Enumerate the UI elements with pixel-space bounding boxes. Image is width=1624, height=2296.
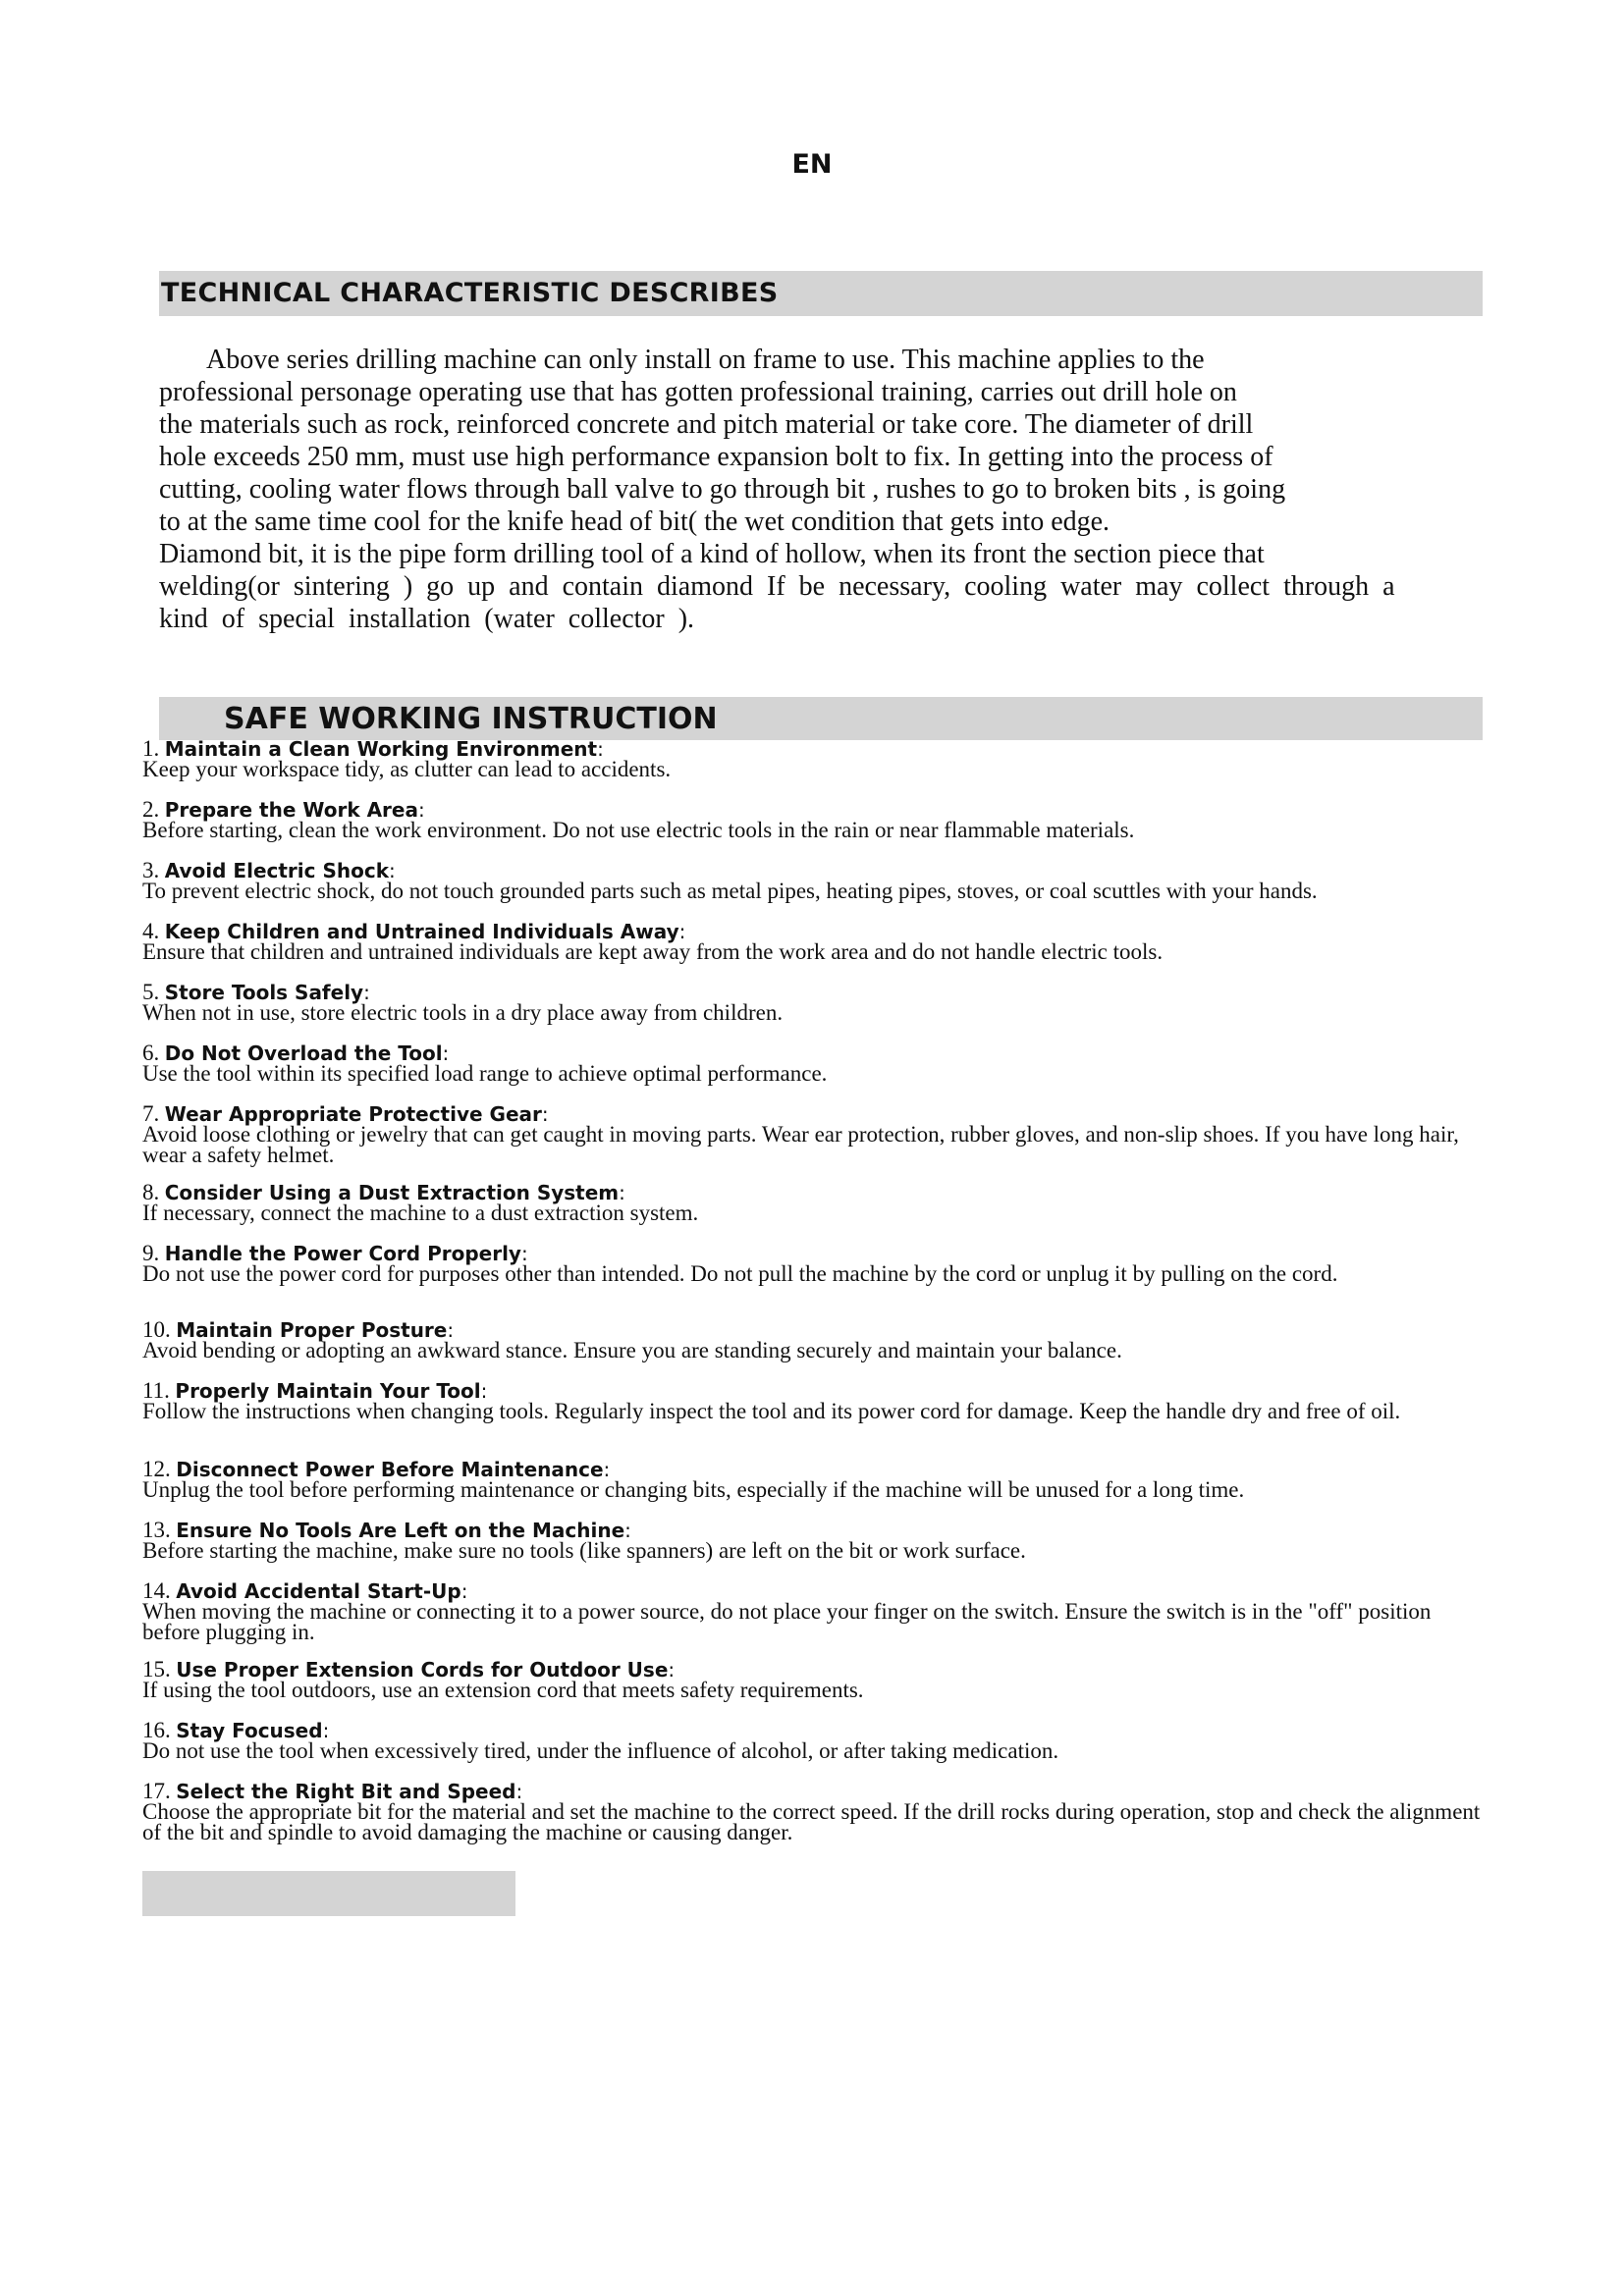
section-title-safety: SAFE WORKING INSTRUCTION [159, 697, 1483, 740]
instruction-colon: : [678, 920, 686, 943]
language-code: EN [791, 149, 833, 180]
instruction-text: Do not use the power cord for purposes other than intended. Do not pull the machine by the cord or unplug it by pulling on the cord. [142, 1261, 1338, 1286]
instruction-title: Maintain Proper Posture [176, 1318, 448, 1342]
instruction-colon: : [541, 1102, 549, 1126]
instruction-number: 15. [142, 1657, 171, 1682]
instruction-text: Avoid loose clothing or jewelry that can get caught in moving parts. Wear ear protection, rubber gloves, and non-slip shoes. If you have long hair, wear a safety helmet. [142, 1122, 1459, 1167]
text-line: the materials such as rock, reinforced concrete and pitch material or take core. The diameter of drill [159, 409, 1254, 440]
instruction-number: 9. [142, 1241, 160, 1265]
instruction-colon: : [389, 859, 396, 882]
instruction-title: Avoid Electric Shock [164, 859, 390, 882]
text-line: cutting, cooling water flows through ball valve to go through bit , rushes to go to broken bits , is going [159, 474, 1286, 505]
instruction-colon: : [417, 798, 425, 822]
instruction-text: Before starting the machine, make sure no tools (like spanners) are left on the bit or work surface. [142, 1538, 1026, 1563]
instruction-item [142, 738, 1492, 779]
instruction-number: 12. [142, 1457, 171, 1481]
instruction-number: 6. [142, 1041, 160, 1065]
instruction-item [142, 1319, 1492, 1361]
instruction-title: Handle the Power Cord Properly [164, 1242, 521, 1265]
instruction-item [142, 921, 1492, 962]
instruction-title: Ensure No Tools Are Left on the Machine [176, 1519, 625, 1542]
instruction-colon: : [603, 1458, 611, 1481]
instruction-number: 17. [142, 1779, 171, 1803]
instruction-text: Follow the instructions when changing tools. Regularly inspect the tool and its power cord for damage. Keep the handle dry and free of oil. [142, 1399, 1401, 1423]
instruction-text: To prevent electric shock, do not touch grounded parts such as metal pipes, heating pipes, stoves, or coal scuttles with your hands. [142, 879, 1318, 903]
instruction-title: Consider Using a Dust Extraction System [164, 1181, 620, 1204]
text-line: professional personage operating use that has gotten professional training, carries out drill hole on [159, 377, 1237, 407]
instruction-title: Stay Focused [176, 1719, 323, 1742]
technical-description [159, 344, 1465, 635]
instruction-number: 5. [142, 980, 160, 1004]
section-title-technical: TECHNICAL CHARACTERISTIC DESCRIBES [159, 271, 1483, 316]
instruction-text: Keep your workspace tidy, as clutter can lead to accidents. [142, 757, 672, 781]
instruction-title: Disconnect Power Before Maintenance [176, 1458, 604, 1481]
instruction-title: Maintain a Clean Working Environment [164, 737, 598, 761]
instruction-text: If using the tool outdoors, use an extension cord that meets safety requirements. [142, 1678, 864, 1702]
instruction-number: 4. [142, 919, 160, 943]
instruction-item [142, 1781, 1492, 1842]
instruction-text: When not in use, store electric tools in a dry place away from children. [142, 1000, 784, 1025]
instruction-number: 13. [142, 1518, 171, 1542]
instruction-number: 1. [142, 736, 160, 761]
instruction-item [142, 1103, 1492, 1165]
instruction-colon: : [668, 1658, 676, 1682]
instruction-text: Unplug the tool before performing maintenance or changing bits, especially if the machine will be unused for a long time. [142, 1477, 1245, 1502]
instruction-title: Keep Children and Untrained Individuals Away [164, 920, 679, 943]
instruction-item [142, 1459, 1492, 1500]
instruction-item [142, 1580, 1492, 1642]
instruction-item [142, 860, 1492, 901]
instruction-number: 3. [142, 858, 160, 882]
blank-gray-bar [142, 1871, 515, 1916]
instruction-colon: : [442, 1041, 450, 1065]
instruction-text: Avoid bending or adopting an awkward stance. Ensure you are standing securely and maintain your balance. [142, 1338, 1122, 1362]
instruction-item [142, 1520, 1492, 1561]
instruction-colon: : [447, 1318, 455, 1342]
text-line: kind of special installation (water collector ). [159, 604, 695, 634]
instruction-title: Wear Appropriate Protective Gear [164, 1102, 542, 1126]
instruction-text: Use the tool within its specified load range to achieve optimal performance. [142, 1061, 828, 1086]
instruction-title: Prepare the Work Area [164, 798, 418, 822]
instruction-number: 2. [142, 797, 160, 822]
instruction-colon: : [322, 1719, 330, 1742]
instruction-number: 16. [142, 1718, 171, 1742]
instruction-number: 11. [142, 1378, 170, 1403]
instruction-item [142, 799, 1492, 840]
instruction-item [142, 1042, 1492, 1084]
instruction-item [142, 1243, 1492, 1284]
instruction-text: Do not use the tool when excessively tired, under the influence of alcohol, or after taking medication. [142, 1738, 1059, 1763]
instruction-text: Ensure that children and untrained individuals are kept away from the work area and do not handle electric tools. [142, 939, 1164, 964]
instruction-title: Do Not Overload the Tool [164, 1041, 443, 1065]
instruction-number: 10. [142, 1317, 171, 1342]
instruction-text: If necessary, connect the machine to a dust extraction system. [142, 1201, 699, 1225]
text-line: welding(or sintering ) go up and contain diamond If be necessary, cooling water may collect through a [159, 571, 1395, 602]
instruction-title: Select the Right Bit and Speed [176, 1780, 516, 1803]
instruction-title: Properly Maintain Your Tool [175, 1379, 481, 1403]
instruction-item [142, 1659, 1492, 1700]
instruction-item [142, 982, 1492, 1023]
instruction-colon: : [624, 1519, 631, 1542]
text-line: Diamond bit, it is the pipe form drilling tool of a kind of hollow, when its front the section piece that [159, 539, 1265, 569]
instruction-text: Before starting, clean the work environment. Do not use electric tools in the rain or near flammable materials. [142, 818, 1135, 842]
instruction-item [142, 1720, 1492, 1761]
instruction-colon: : [480, 1379, 488, 1403]
instruction-colon: : [619, 1181, 625, 1204]
instruction-item [142, 1182, 1492, 1223]
instruction-number: 8. [142, 1180, 160, 1204]
text-line: to at the same time cool for the knife head of bit( the wet condition that gets into edge. [159, 507, 1110, 537]
instruction-colon: : [460, 1579, 468, 1603]
text-line: hole exceeds 250 mm, must use high performance expansion bolt to fix. In getting into the process of [159, 442, 1273, 472]
instruction-title: Use Proper Extension Cords for Outdoor Use [176, 1658, 669, 1682]
instruction-colon: : [520, 1242, 528, 1265]
instruction-text: When moving the machine or connecting it to a power source, do not place your finger on the switch. Ensure the switch is in the "off" position before plugging in. [142, 1599, 1432, 1644]
instruction-text: Choose the appropriate bit for the material and set the machine to the correct speed. If the drill rocks during operation, stop and check the alignment of the bit and spindle to avoid damaging the machine or causing danger. [142, 1799, 1481, 1844]
instruction-title: Avoid Accidental Start-Up [176, 1579, 461, 1603]
text-line: Above series drilling machine can only install on frame to use. This machine applies to the [206, 345, 1205, 375]
instruction-colon: : [597, 737, 604, 761]
instruction-number: 7. [142, 1101, 160, 1126]
instruction-colon: : [515, 1780, 523, 1803]
instruction-item [142, 1380, 1492, 1421]
instruction-colon: : [363, 981, 370, 1004]
instruction-title: Store Tools Safely [164, 981, 364, 1004]
instruction-number: 14. [142, 1578, 171, 1603]
